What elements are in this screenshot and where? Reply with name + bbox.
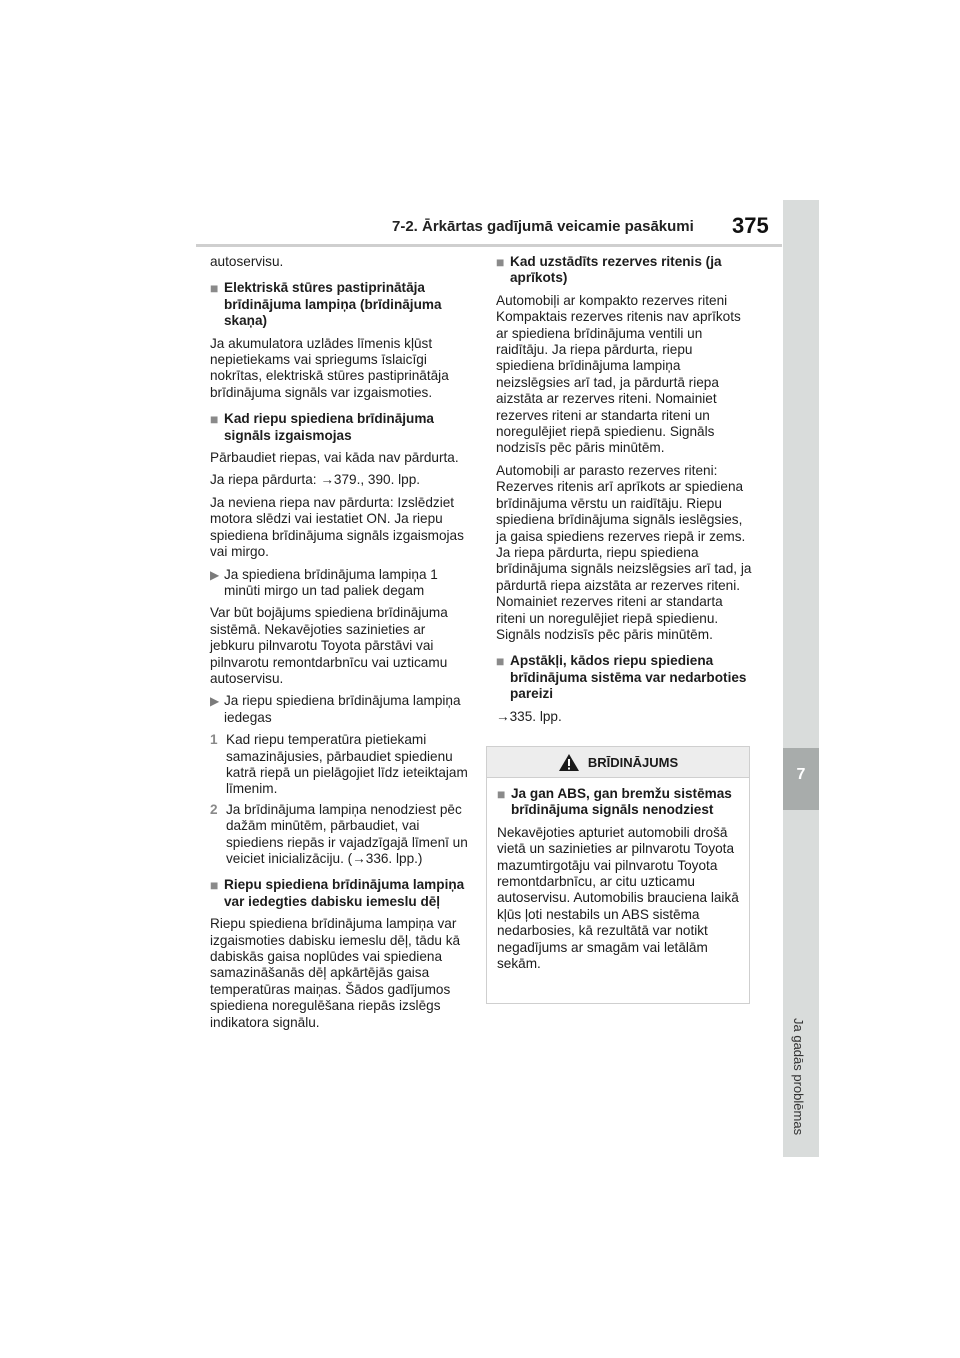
step-number: 2 xyxy=(210,801,218,817)
triangle-arrow-icon: ▶ xyxy=(210,567,220,582)
chapter-number: 7 xyxy=(796,766,806,783)
page-reference: Ja riepa pārdurta: →379., 390. lpp. xyxy=(210,472,421,488)
paragraph: Automobiļi ar parasto rezerves riteni: Rezerves ritenis arī aprīkots ar spiediena brīdinājuma vērstu un raidītāju. Riepu spiediena brīdinājuma signāls ieslēgsies, ja gaisa spiediens rezerves riepā ir zems. Ja riepa pārdurta, riepu spiediena brīdinājuma signāls neizslēgsies arī tad, ja pārdurtā riepa aizstāta ar rezerves riteni. Nomainiet rezerves riteni ar standarta riteni un noregulējiet riepā spiedienu. Signāls nodzisīs pēc pāris minūtēm. xyxy=(496,462,752,642)
step-text: Ja brīdinājuma lampiņa nenodziest pēc dažām minūtēm, pārbaudiet, vai spiediens riepās ir vajadzīgajā līmenī un veiciet inicializāciju. (→336. lpp.) xyxy=(226,801,468,866)
section-heading xyxy=(210,280,468,329)
condition-text: Ja spiediena brīdinājuma lampiņa 1 minūti mirgo un tad paliek degam xyxy=(224,566,438,598)
page-number: 375 xyxy=(732,213,769,238)
condition-item xyxy=(210,567,468,600)
paragraph: Ja neviena riepa nav pārdurta: Izslēdziet motora slēdzi vai iestatiet ON. Ja riepu spiediena brīdinājuma signāls izgaismojas vai mirgo. xyxy=(210,494,464,560)
heading-text: Kad riepu spiediena brīdinājuma signāls izgaismojas xyxy=(224,411,434,443)
warning-triangle-icon xyxy=(558,753,580,772)
triangle-arrow-icon: ▶ xyxy=(210,694,220,709)
paragraph: Var būt bojājums spiediena brīdinājuma sistēmā. Nekavējoties sazinieties ar jebkuru pilnvarotu Toyota pārstāvi vai pilnvarotu remontdarbnīcu vai uzticamu autoservisu. xyxy=(210,605,448,686)
section-title: 7-2. Ārkārtas gadījumā veicamie pasākumi xyxy=(392,218,694,235)
paragraph: Riepu spiediena brīdinājuma lampiņa var izgaismoties dabisku iemeslu dēļ, tādu kā dabiskās gaisa noplūdes vai spiediena samazināšanās dēļ apkārtējās gaisa temperatūras maiņas. Šādos gadījumos spiediena noregulēšana riepās izslēgs indikatora signālu. xyxy=(210,916,461,1030)
step-item xyxy=(210,802,468,868)
header-rule xyxy=(196,244,782,247)
chapter-side-tab xyxy=(783,200,819,1157)
step-item xyxy=(210,732,468,798)
warning-heading xyxy=(497,786,739,819)
heading-text: Riepu spiediena brīdinājuma lampiņa var iedegties dabisku iemeslu dēļ xyxy=(224,877,465,909)
square-bullet-icon: ■ xyxy=(496,254,505,270)
section-heading xyxy=(496,653,754,702)
heading-text: Elektriskā stūres pastiprinātāja brīdinājuma lampiņa (brīdinājuma skaņa) xyxy=(224,280,442,329)
section-heading xyxy=(210,877,468,910)
square-bullet-icon: ■ xyxy=(210,411,219,428)
condition-text: Ja riepu spiediena brīdinājuma lampiņa iedegas xyxy=(224,693,461,725)
intro-text: autoservisu. xyxy=(210,254,284,269)
left-column xyxy=(210,254,468,1037)
warning-body xyxy=(487,778,749,972)
heading-text: Ja gan ABS, gan bremžu sistēmas brīdinājuma signāls nenodziest xyxy=(511,786,732,818)
step-number: 1 xyxy=(210,732,218,748)
section-heading xyxy=(496,254,754,287)
square-bullet-icon: ■ xyxy=(497,786,506,802)
condition-item xyxy=(210,693,468,726)
square-bullet-icon: ■ xyxy=(210,280,219,297)
square-bullet-icon: ■ xyxy=(496,653,505,670)
square-bullet-icon: ■ xyxy=(210,877,219,894)
heading-text: Apstākļi, kādos riepu spiediena brīdinājuma sistēma var nedarboties pareizi xyxy=(510,653,747,702)
paragraph: Ja akumulatora uzlādes līmenis kļūst nepietiekams vai spriegums īslaicīgi nokrītas, elektriskā stūres pastiprinātāja brīdinājuma signāls var izgaismoties. xyxy=(210,335,449,400)
right-column xyxy=(496,254,754,731)
warning-text: Nekavējoties apturiet automobili drošā vietā un sazinieties ar pilnvarotu Toyota mazumtirgotāju vai pilnvarotu Toyota remontdarbnīcu, ar citu uzticamu autoservisu. Automobilis brauciena laikā kļūs ļoti nestabils un ABS sistēma nedarbosies, kā rezultātā var notikt negadījums ar smagām vai letālām sekām. xyxy=(497,824,739,972)
warning-title: BRĪDINĀJUMS xyxy=(587,754,679,770)
paragraph: Automobiļi ar kompakto rezerves riteni Kompaktais rezerves ritenis nav aprīkots ar spiediena brīdinājuma ventili un raidītāju. Ja riepa pārdurta, riepu spiediena brīdinājuma lampiņa neizslēgsies arī tad, ja pārdurtā riepa aizstāta ar rezerves riteni. Nomainiet rezerves riteni ar standarta riteni un noregulējiet riepā spiedienu. Signāls nodzisīs pēc pāris minūtēm. xyxy=(496,292,741,456)
chapter-title: Ja gadās problēmas xyxy=(791,1018,806,1136)
warning-header xyxy=(487,747,749,778)
heading-text: Kad uzstādīts rezerves ritenis (ja aprīkots) xyxy=(510,254,722,286)
warning-box xyxy=(486,746,750,1004)
step-text: Kad riepu temperatūra pietiekami samazinājusies, pārbaudiet spiedienu katrā riepā un pielāgojiet līdz ieteiktajam līmenim. xyxy=(226,732,468,797)
paragraph: Pārbaudiet riepas, vai kāda nav pārdurta. xyxy=(210,450,459,466)
section-heading xyxy=(210,411,468,444)
page-reference: →335. lpp. xyxy=(496,708,562,724)
